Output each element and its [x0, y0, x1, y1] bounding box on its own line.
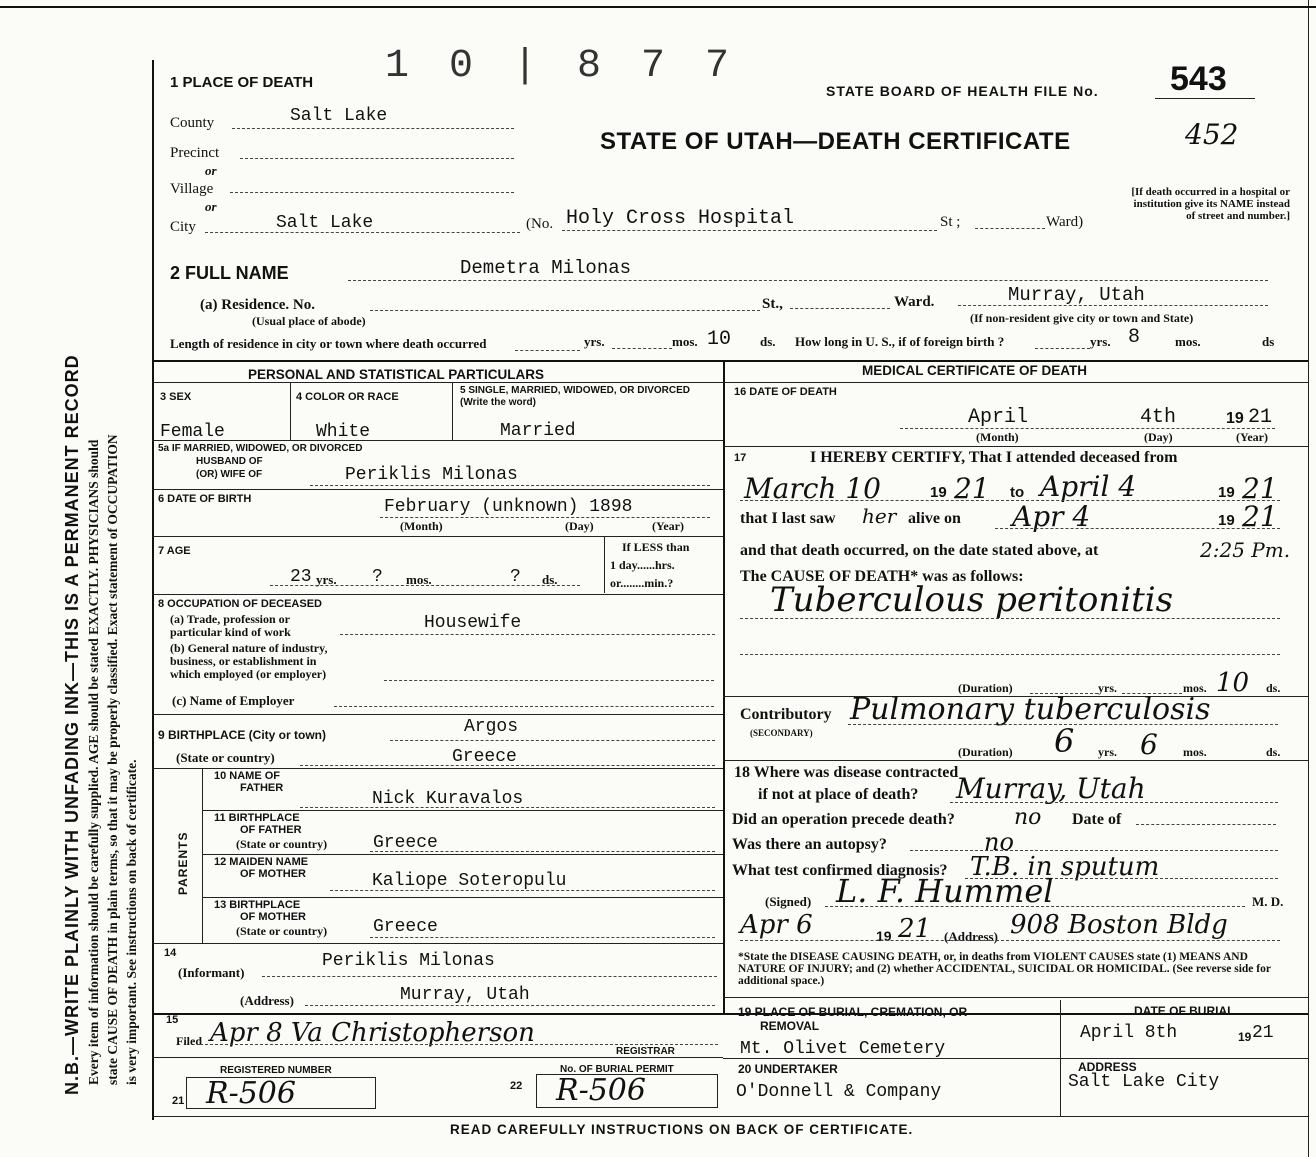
burial-place-label-1: 19 PLACE OF BURIAL, CREMATION, OR: [738, 1005, 968, 1019]
duration-mos-label: mos.: [1183, 681, 1207, 695]
burial-permit-label: No. OF BURIAL PERMIT: [560, 1064, 674, 1075]
mother-birthplace-value: Greece: [373, 917, 438, 937]
place-of-death-label: 1 PLACE OF DEATH: [170, 74, 314, 91]
attended-from-year: 21: [954, 472, 990, 505]
father-birthplace-label-2: OF FATHER: [240, 824, 302, 836]
death-year-value: 21: [1248, 406, 1273, 429]
duration-2-yrs-label: yrs.: [1098, 745, 1117, 759]
hospital-value: Holy Cross Hospital: [566, 207, 795, 230]
mother-birthplace-label-2: OF MOTHER: [240, 911, 306, 923]
from-year-prefix: 19: [930, 484, 947, 501]
mother-birthplace-label-1: 13 BIRTHPLACE: [214, 899, 301, 911]
residence-value: Murray, Utah: [1008, 284, 1145, 306]
side-instruction-1: Every item of information should be carefully supplied. AGE should be stated EXACTLY. PHYSICIANS should: [86, 439, 101, 1085]
duration-2-ds-label: ds.: [1266, 745, 1281, 759]
md-label: M. D.: [1252, 894, 1284, 909]
residence-ward-label: Ward.: [894, 294, 935, 310]
village-label: Village: [170, 181, 214, 197]
physician-address-value: 908 Boston Bldg: [1010, 910, 1228, 940]
cause-of-death-value: Tuberculous peritonitis: [770, 580, 1174, 620]
duration-months-value: 10: [1216, 668, 1250, 698]
filed-signature: Apr 8 Va Christopherson: [210, 1018, 535, 1048]
age-days-value: ?: [510, 567, 521, 587]
city-value: Salt Lake: [276, 213, 374, 233]
filed-number: 15: [166, 1014, 179, 1026]
undertaker-label: 20 UNDERTAKER: [738, 1062, 838, 1076]
contributory-label: Contributory: [740, 706, 832, 723]
side-instruction-3: is very important. See instructions on back of certificate.: [124, 759, 139, 1085]
father-value: Nick Kuravalos: [372, 789, 524, 809]
city-label: City: [170, 219, 196, 235]
street-number-label: (No.: [526, 216, 554, 232]
certify-text: I HEREBY CERTIFY, That I attended deceased from: [810, 449, 1178, 466]
county-value: Salt Lake: [290, 106, 388, 126]
age-label: 7 AGE: [158, 545, 191, 557]
last-saw-pronoun: her: [862, 504, 897, 528]
burial-year-value: 21: [1252, 1023, 1274, 1043]
us-yrs-value: 8: [1128, 326, 1141, 349]
place-contracted-label: if not at place of death?: [758, 786, 919, 803]
operation-date-label: Date of: [1072, 811, 1122, 828]
date-of-death-label: 16 DATE OF DEATH: [734, 386, 837, 398]
age-months-value: ?: [372, 567, 383, 587]
less-min-label: or........min.?: [610, 576, 674, 590]
death-month-value: April: [968, 406, 1029, 429]
usual-abode-note: (Usual place of abode): [252, 314, 366, 328]
full-name-value: Demetra Milonas: [460, 257, 632, 279]
attended-from-date: March 10: [744, 472, 881, 505]
age-ds-label: ds.: [542, 572, 558, 587]
occupation-b-label-2: business, or establishment in: [170, 654, 317, 668]
father-birthplace-label-3: (State or country): [236, 837, 328, 851]
parents-label: PARENTS: [176, 831, 190, 895]
duration-yrs-label: yrs.: [1098, 681, 1117, 695]
mother-value: Kaliope Soteropulu: [372, 871, 567, 891]
death-day-caption: (Day): [1144, 430, 1173, 444]
occupation-value: Housewife: [424, 613, 522, 633]
age-yrs-label: yrs.: [316, 572, 337, 587]
foreign-birth-label: How long in U. S., if of foreign birth ?: [795, 334, 1005, 349]
operation-label: Did an operation precede death?: [732, 811, 955, 828]
file-number-label: STATE BOARD OF HEALTH FILE No.: [826, 83, 1099, 99]
dob-value: February (unknown) 1898: [384, 497, 633, 517]
registered-field-number: 21: [172, 1095, 185, 1107]
side-instruction-2: state CAUSE OF DEATH in plain terms, so that it may be properly classified. Exact statement of OCCUPATION: [105, 434, 120, 1085]
sex-value: Female: [160, 422, 225, 442]
cause-of-death-label: The CAUSE OF DEATH* was as follows:: [740, 568, 1024, 585]
to-year-prefix: 19: [1218, 484, 1235, 501]
physician-signature: L. F. Hummel: [836, 872, 1054, 910]
street-label: St ;: [940, 214, 961, 230]
duration-2-label: (Duration): [958, 745, 1013, 759]
residence-yrs-label: yrs.: [584, 334, 605, 349]
marital-value: Married: [500, 421, 576, 441]
us-ds-label: ds: [1262, 334, 1275, 349]
residence-label: (a) Residence. No.: [200, 297, 315, 313]
last-saw-year-prefix: 19: [1218, 512, 1235, 529]
us-yrs-label: yrs.: [1090, 334, 1111, 349]
burial-year-prefix: 19: [1238, 1030, 1252, 1044]
death-year-caption: (Year): [1236, 430, 1268, 444]
employer-label: (c) Name of Employer: [172, 693, 295, 708]
to-label: to: [1010, 484, 1025, 501]
occupation-a-label-1: (a) Trade, profession or: [170, 612, 290, 626]
father-label-2: FATHER: [240, 782, 284, 794]
burial-date-value: April 8th: [1080, 1023, 1178, 1043]
spouse-value: Periklis Milonas: [345, 465, 518, 485]
ward-label: Ward): [1046, 214, 1084, 230]
full-name-label: 2 FULL NAME: [170, 263, 289, 283]
mother-birthplace-label-3: (State or country): [236, 924, 328, 938]
undertaker-address-value: Salt Lake City: [1068, 1072, 1220, 1092]
burial-place-label-2: REMOVAL: [760, 1019, 820, 1033]
duration-2-months-value: 6: [1140, 728, 1158, 761]
frame-right: [1308, 0, 1309, 1157]
residence-street-label: St.,: [762, 296, 783, 312]
diagnosis-test-label: What test confirmed diagnosis?: [732, 862, 948, 879]
dob-year-caption: (Year): [652, 519, 684, 533]
physician-address-label: (Address): [944, 929, 998, 944]
mother-label-2: OF MOTHER: [240, 868, 306, 880]
duration-2-mos-label: mos.: [1183, 745, 1207, 759]
precinct-label: Precinct: [170, 145, 220, 161]
contributory-value: Pulmonary tuberculosis: [850, 692, 1211, 727]
file-number: 543: [1170, 60, 1227, 98]
dob-label: 6 DATE OF BIRTH: [158, 493, 252, 505]
birthplace-country-value: Greece: [452, 747, 517, 767]
side-notice: N.B.—WRITE PLAINLY WITH UNFADING INK—THIS IS A PERMANENT RECORD: [62, 354, 82, 1095]
spouse-label-1: 5a IF MARRIED, WIDOWED, OR DIVORCED: [158, 443, 363, 454]
duration-label: (Duration): [958, 681, 1013, 695]
attended-to-date: April 4: [1040, 470, 1137, 503]
signature-year-prefix: 19: [876, 928, 892, 944]
informant-address-label: (Address): [240, 993, 294, 1008]
secondary-caption: (SECONDARY): [750, 728, 813, 738]
birthplace-city-value: Argos: [464, 717, 519, 737]
us-mos-label: mos.: [1175, 334, 1201, 349]
death-occurred-label: and that death occurred, on the date stated above, at: [740, 542, 1099, 559]
last-saw-date: Apr 4: [1012, 500, 1091, 533]
burial-place-value: Mt. Olivet Cemetery: [740, 1039, 946, 1059]
autopsy-value: no: [984, 828, 1014, 856]
death-year-prefix: 19: [1226, 410, 1244, 427]
occupation-b-label-3: which employed (or employer): [170, 667, 327, 681]
undertaker-value: O'Donnell & Company: [736, 1082, 942, 1102]
color-label: 4 COLOR OR RACE: [296, 391, 399, 403]
last-saw-label: that I last saw: [740, 510, 836, 527]
father-label-1: 10 NAME OF: [214, 770, 281, 782]
item-18-label: 18 Where was disease contracted: [734, 764, 959, 781]
last-saw-year: 21: [1242, 500, 1278, 533]
death-month-caption: (Month): [976, 430, 1019, 444]
occupation-label: 8 OCCUPATION OF DECEASED: [158, 598, 322, 610]
or-label-1: or: [205, 163, 217, 178]
hospital-note: [If death occurred in a hospital or institution give its NAME instead of street and number.]: [1131, 186, 1290, 222]
father-birthplace-label-1: 11 BIRTHPLACE: [214, 812, 300, 824]
place-contracted-value: Murray, Utah: [956, 772, 1146, 805]
length-residence-label: Length of residence in city or town where death occurred: [170, 336, 487, 351]
registrar-label: REGISTRAR: [616, 1046, 675, 1057]
or-label-2: or: [205, 199, 217, 214]
undertaker-address-label: ADDRESS: [1078, 1060, 1137, 1074]
signature-date: Apr 6: [740, 910, 813, 940]
footer-instructions: READ CAREFULLY INSTRUCTIONS ON BACK OF CERTIFICATE.: [450, 1122, 914, 1137]
death-day-value: 4th: [1140, 406, 1177, 429]
filed-label: Filed: [176, 1034, 202, 1048]
frame-left: [152, 60, 154, 1120]
informant-value: Periklis Milonas: [322, 951, 495, 971]
registered-number-value: R-506: [206, 1076, 296, 1111]
spouse-label-2: HUSBAND OF: [196, 456, 263, 467]
burial-permit-field-number: 22: [510, 1080, 523, 1092]
personal-heading: PERSONAL AND STATISTICAL PARTICULARS: [248, 367, 545, 382]
duration-ds-label: ds.: [1266, 681, 1281, 695]
duration-2-years-value: 6: [1054, 722, 1075, 760]
sex-label: 3 SEX: [160, 391, 192, 403]
autopsy-label: Was there an autopsy?: [732, 836, 887, 853]
item-17-number: 17: [734, 452, 747, 464]
signature-year: 21: [898, 914, 932, 944]
marital-label: 5 SINGLE, MARRIED, WIDOWED, OR DIVORCED (Write the word): [460, 385, 691, 408]
burial-date-label: DATE OF BURIAL: [1134, 1004, 1235, 1018]
birthplace-state-label: (State or country): [176, 750, 275, 765]
registered-number-label: REGISTERED NUMBER: [220, 1065, 332, 1076]
age-years-value: 23: [290, 567, 312, 587]
residence-ds-label: ds.: [760, 334, 776, 349]
index-stamp: 1 0 | 8 7 7: [385, 44, 738, 89]
county-label: County: [170, 115, 215, 131]
residence-mos-value: 10: [707, 328, 732, 351]
cause-instructions-note: *State the DISEASE CAUSING DEATH, or, in deaths from VIOLENT CAUSES state (1) MEANS AND NATURE OF INJURY; and (2) whether ACCIDENTAL, SUICIDAL OR HOMICIDAL. (See reverse side for additional space.): [738, 951, 1271, 987]
operation-value: no: [1014, 805, 1042, 830]
informant-label: (Informant): [178, 965, 245, 980]
diagnosis-test-value: T.B. in sputum: [970, 852, 1160, 882]
father-birthplace-value: Greece: [373, 833, 438, 853]
birthplace-label: 9 BIRTHPLACE (City or town): [158, 728, 326, 742]
time-of-death: 2:25 Pm.: [1200, 538, 1291, 562]
occupation-a-label-2: particular kind of work: [170, 625, 291, 639]
residence-mos-label: mos.: [672, 334, 698, 349]
mother-label-1: 12 MAIDEN NAME: [214, 856, 309, 868]
signed-label: (Signed): [765, 894, 812, 909]
certificate-number: 452: [1185, 118, 1239, 151]
age-mos-label: mos.: [406, 572, 432, 587]
less-than-label: If LESS than: [622, 540, 690, 554]
color-value: White: [316, 422, 371, 442]
dob-month-caption: (Month): [400, 519, 443, 533]
occupation-b-label-1: (b) General nature of industry,: [170, 641, 328, 655]
spouse-label-3: (OR) WIFE OF: [196, 469, 263, 480]
alive-on-label: alive on: [908, 510, 961, 527]
burial-permit-value: R-506: [556, 1073, 646, 1108]
attended-to-year: 21: [1242, 472, 1278, 505]
less-day-label: 1 day......hrs.: [610, 558, 675, 572]
informant-address-value: Murray, Utah: [400, 985, 530, 1005]
medical-heading: MEDICAL CERTIFICATE OF DEATH: [862, 363, 1087, 378]
dob-day-caption: (Day): [565, 519, 594, 533]
certificate-title: STATE OF UTAH—DEATH CERTIFICATE: [600, 128, 1071, 155]
non-resident-note: (If non-resident give city or town and State): [970, 311, 1194, 325]
informant-number: 14: [164, 947, 177, 959]
frame-top: [0, 6, 1316, 8]
